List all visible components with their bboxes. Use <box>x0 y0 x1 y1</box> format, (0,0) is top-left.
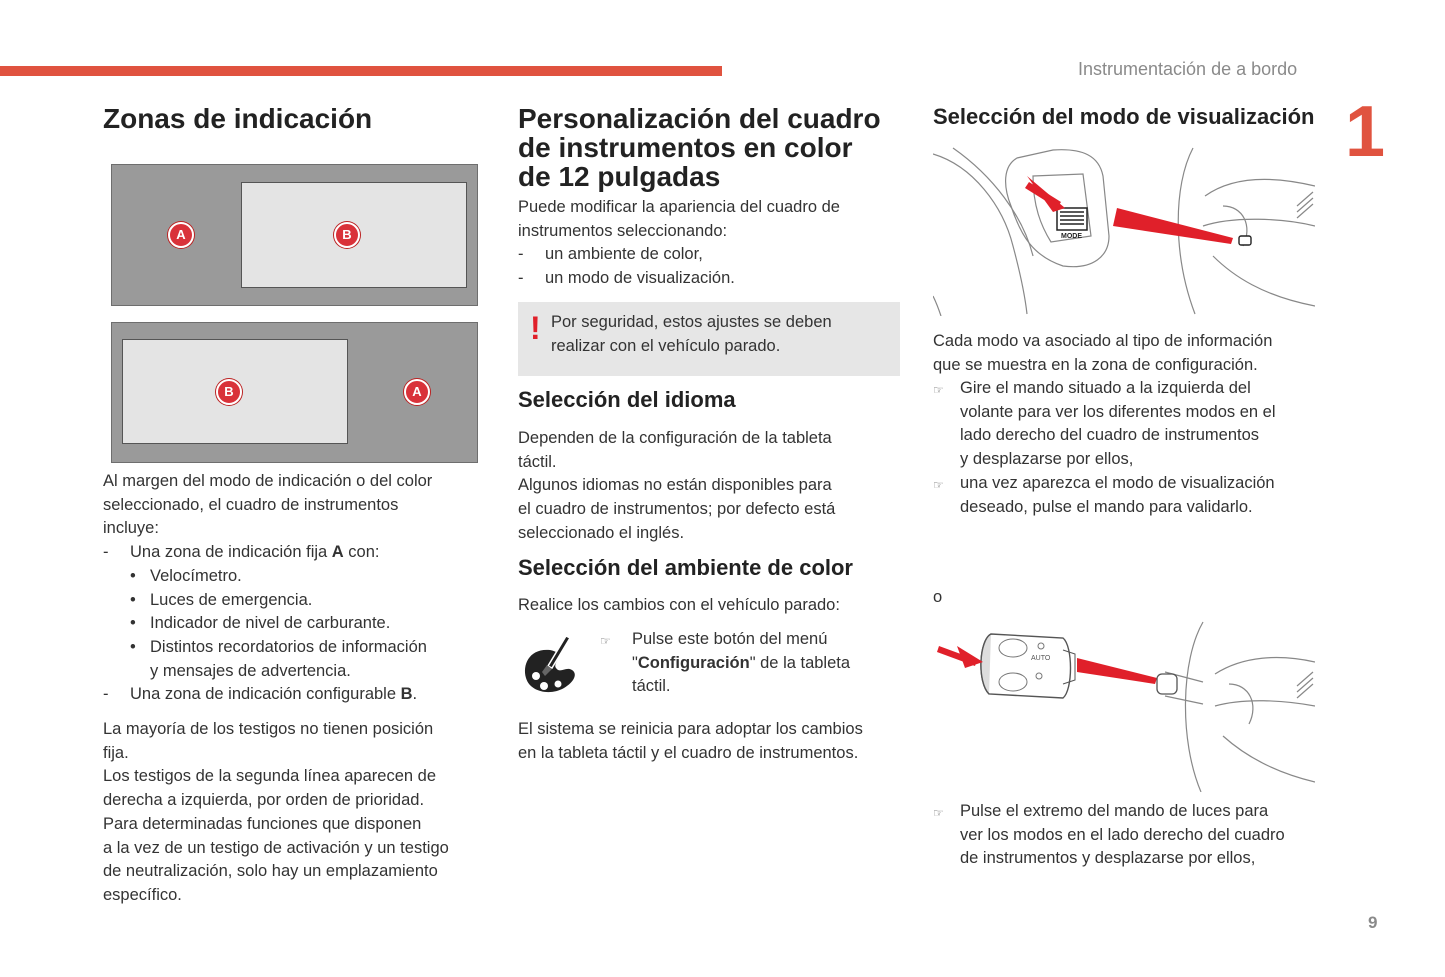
config-zone-prefix: Una zona de indicación configurable <box>130 685 401 704</box>
bullet-item <box>103 589 432 613</box>
step-item <box>933 472 1276 519</box>
title-line: Personalización del cuadro <box>518 103 881 134</box>
text-line: táctil. <box>518 452 557 471</box>
step-config-line <box>600 652 850 676</box>
idioma-text <box>518 427 835 546</box>
bullet-continuation: y mensajes de advertencia. <box>150 661 351 680</box>
text-line: derecha a izquierda, por orden de prioridad. <box>103 791 425 810</box>
text-line: táctil. <box>632 677 671 696</box>
fixed-zone-prefix: Una zona de indicación fija <box>130 543 332 562</box>
bullet-item <box>103 636 432 660</box>
bullet-marker: • <box>130 637 136 656</box>
step-item <box>933 800 1285 871</box>
text-line: de neutralización, solo hay un emplazamiento <box>103 862 438 881</box>
zone-b-badge: B <box>216 379 242 405</box>
option-item <box>518 243 840 267</box>
modo-intro <box>933 330 1272 377</box>
text-line: Por seguridad, estos ajustes se deben <box>551 313 832 331</box>
hand-pointer-icon: ☞ <box>933 383 944 397</box>
option-text: un ambiente de color, <box>545 245 703 264</box>
dash-marker: - <box>518 269 524 288</box>
step-item <box>933 377 1276 472</box>
text-line: Para determinadas funciones que disponen <box>103 814 422 833</box>
zone-a-badge: A <box>168 222 194 248</box>
color-title: Selección del ambiente de color <box>518 555 853 580</box>
text-line: incluye: <box>103 519 159 538</box>
zone-a-badge: A <box>404 379 430 405</box>
zonas-intro <box>103 470 432 707</box>
step-rest: " de la tableta <box>749 653 851 672</box>
personalizacion-intro <box>518 196 840 291</box>
text-line: Puede modificar la apariencia del cuadro de <box>518 198 840 216</box>
config-zone-label: B <box>400 685 413 704</box>
dash-marker: - <box>518 245 524 264</box>
text-line: en la tableta táctil y el cuadro de instrumentos. <box>518 743 859 762</box>
zonas-title: Zonas de indicación <box>103 103 373 134</box>
safety-warning <box>518 302 900 376</box>
text-line: El sistema se reinicia para adoptar los cambios <box>518 720 863 738</box>
option-text: un modo de visualización. <box>545 269 735 288</box>
text-line: Al margen del modo de indicación o del color <box>103 472 433 490</box>
text-line: el cuadro de instrumentos; por defecto está <box>518 500 836 519</box>
mode-control-illustration <box>933 146 1315 316</box>
text-line: específico. <box>103 885 182 904</box>
text-line: seleccionado, el cuadro de instrumentos <box>103 495 399 514</box>
cluster-layout-2 <box>111 322 478 463</box>
text-line: una vez aparezca el modo de visualización <box>960 473 1275 492</box>
bullet-text: Velocímetro. <box>150 566 242 585</box>
text-line: ver los modos en el lado derecho del cuadro <box>960 825 1285 844</box>
header-accent-bar <box>0 66 722 76</box>
zone-b-badge: B <box>334 222 360 248</box>
light-stalk-step <box>933 800 1285 871</box>
config-zone-item <box>103 683 432 707</box>
config-step <box>600 628 850 699</box>
text-line: a la vez de un testigo de activación y un testigo <box>103 838 449 857</box>
modo-steps <box>933 377 1276 519</box>
cluster-layout-1 <box>111 164 478 306</box>
text-line: Cada modo va asociado al tipo de información <box>933 332 1273 350</box>
fixed-zone-label: A <box>331 543 344 562</box>
dash-marker: - <box>103 543 109 562</box>
text-line: de instrumentos y desplazarse por ellos, <box>960 849 1256 868</box>
option-item <box>518 267 840 291</box>
fixed-zone-item <box>103 541 432 565</box>
idioma-title: Selección del idioma <box>518 387 736 412</box>
config-zone-suffix: . <box>412 685 418 704</box>
text-line: fija. <box>103 743 129 762</box>
text-line: La mayoría de los testigos no tienen posición <box>103 720 434 738</box>
text-line: instrumentos seleccionando: <box>518 221 728 240</box>
text-line: Los testigos de la segunda línea aparecen de <box>103 767 436 786</box>
bullet-text: Luces de emergencia. <box>150 590 313 609</box>
fixed-zone-suffix: con: <box>343 543 380 562</box>
hand-pointer-icon: ☞ <box>600 634 611 648</box>
text-line: Algunos idiomas no están disponibles para <box>518 476 832 495</box>
section-title: Instrumentación de a bordo <box>1078 59 1298 79</box>
warning-icon: ! <box>530 310 541 346</box>
bullet-item <box>103 565 432 589</box>
text-line: deseado, pulse el mando para validarlo. <box>960 497 1253 516</box>
config-menu-label: Configuración <box>637 653 750 672</box>
text-line: seleccionado el inglés. <box>518 523 685 542</box>
page-number: 9 <box>1368 913 1378 932</box>
title-line: de instrumentos en color <box>518 132 853 163</box>
personalizacion-title <box>518 104 881 191</box>
text-line: Gire el mando situado a la izquierda del <box>960 379 1251 397</box>
bullet-text: Distintos recordatorios de información <box>150 637 427 656</box>
quote-mark: " <box>632 653 638 672</box>
text-line: realizar con el vehículo parado. <box>551 336 781 355</box>
text-line: Pulse este botón del menú <box>632 630 828 648</box>
text-line: Dependen de la configuración de la tableta <box>518 429 832 447</box>
title-line: de 12 pulgadas <box>518 161 721 192</box>
bullet-marker: • <box>130 566 136 585</box>
mode-label: MODE <box>1061 233 1082 240</box>
palette-brush-icon <box>520 632 582 696</box>
bullet-marker: • <box>130 614 136 633</box>
text-line: lado derecho del cuadro de instrumentos <box>960 426 1260 445</box>
reset-text <box>518 718 863 765</box>
or-text: o <box>933 588 943 606</box>
bullet-marker: • <box>130 590 136 609</box>
text-line: Pulse el extremo del mando de luces para <box>960 802 1269 820</box>
text-line: que se muestra en la zona de configuración. <box>933 355 1258 374</box>
color-intro: Realice los cambios con el vehículo parado: <box>518 596 840 614</box>
text-line: y desplazarse por ellos, <box>960 450 1134 469</box>
hand-pointer-icon: ☞ <box>933 806 944 820</box>
auto-label: AUTO <box>1031 655 1051 662</box>
testigos-paragraph <box>103 718 449 908</box>
bullet-text: Indicador de nivel de carburante. <box>150 614 391 633</box>
bullet-item <box>103 612 432 636</box>
light-stalk-illustration <box>933 620 1315 792</box>
hand-pointer-icon: ☞ <box>933 477 944 492</box>
dash-marker: - <box>103 685 109 704</box>
warning-text <box>551 311 832 358</box>
modo-title: Selección del modo de visualización <box>933 104 1315 129</box>
chapter-number: 1 <box>1345 92 1386 172</box>
text-line: volante para ver los diferentes modos en el <box>960 402 1276 421</box>
